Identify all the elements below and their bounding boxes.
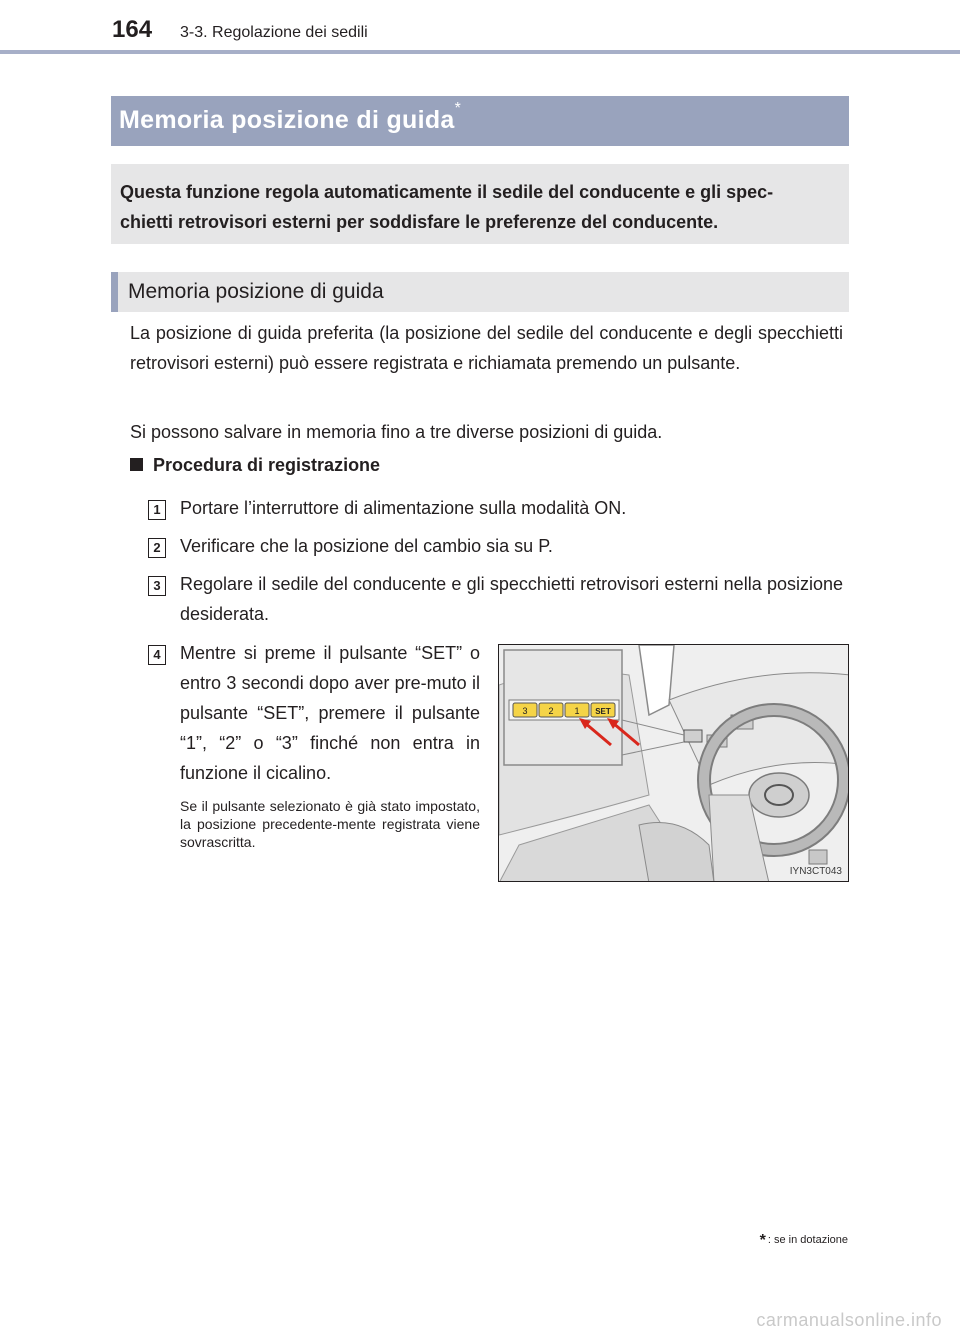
step-text-2: Verificare che la posizione del cambio sia su P. xyxy=(180,536,553,556)
memory-button-2 xyxy=(539,703,563,717)
memory-button-set xyxy=(591,703,615,717)
title-asterisk: * xyxy=(454,100,462,117)
intro-line-2: chietti retrovisori esterni per soddisfare le preferenze del conducente. xyxy=(120,212,719,232)
body-paragraph-2: Si possono salvare in memoria fino a tre diverse posizioni di guida. xyxy=(130,422,663,442)
illustration-graphic xyxy=(499,645,849,882)
watermark: carmanualsonline.info xyxy=(756,1310,942,1330)
step-number-3: 3 xyxy=(148,576,166,596)
subsection-title: Memoria posizione di guida xyxy=(128,280,384,303)
body-paragraph-1: La posizione di guida preferita (la posizione del sedile del conducente e degli specchietti retrovisori esterni) può essere registrata e richiamata premendo un pulsante. xyxy=(130,323,843,373)
section-title-text: Memoria posizione di guida xyxy=(119,106,455,134)
figure-id-label: IYN3CT043 xyxy=(789,866,842,877)
footnote-asterisk-icon: * xyxy=(759,1232,766,1249)
step-note: Se il pulsante selezionato è già stato impostato, la posizione precedente-mente registrata viene sovrascritta. xyxy=(180,798,480,850)
intro-line-1: Questa funzione regola automaticamente il sedile del conducente e gli spec- xyxy=(120,182,774,202)
square-bullet-icon xyxy=(130,458,143,471)
running-head: 3-3. Regolazione dei sedili xyxy=(180,24,368,41)
procedure-heading xyxy=(130,455,380,476)
memory-button-3-label: 3 xyxy=(522,706,528,716)
memory-buttons-illustration xyxy=(498,644,849,882)
section-title xyxy=(119,100,462,135)
intro-box xyxy=(111,164,849,244)
procedure-heading-text: Procedura di registrazione xyxy=(153,455,381,475)
page-number: 164 xyxy=(112,16,153,43)
header-rule xyxy=(0,50,960,54)
footnote-text: : se in dotazione xyxy=(767,1234,848,1246)
step-text-4: Mentre si preme il pulsante “SET” o entro 3 secondi dopo aver pre-muto il pulsante “SET”, premere il pulsante “1”, “2” o “3” finché non entra in funzione il cicalino. xyxy=(180,643,480,783)
memory-button-set-label: SET xyxy=(595,707,611,716)
step-number-2: 2 xyxy=(148,538,166,558)
footnote xyxy=(760,1232,848,1250)
memory-button-1-label: 1 xyxy=(574,706,580,716)
step-text-3: Regolare il sedile del conducente e gli specchietti retrovisori esterni nella posizione desiderata. xyxy=(180,574,843,624)
step-text-1: Portare l’interruttore di alimentazione sulla modalità ON. xyxy=(180,498,627,518)
memory-button-3 xyxy=(513,703,537,717)
step-number-1: 1 xyxy=(148,500,166,520)
step-number-4: 4 xyxy=(148,645,166,665)
memory-button-2-label: 2 xyxy=(548,706,554,716)
subsection-bar xyxy=(111,272,849,312)
memory-button-1 xyxy=(565,703,589,717)
section-title-bar xyxy=(111,96,849,146)
